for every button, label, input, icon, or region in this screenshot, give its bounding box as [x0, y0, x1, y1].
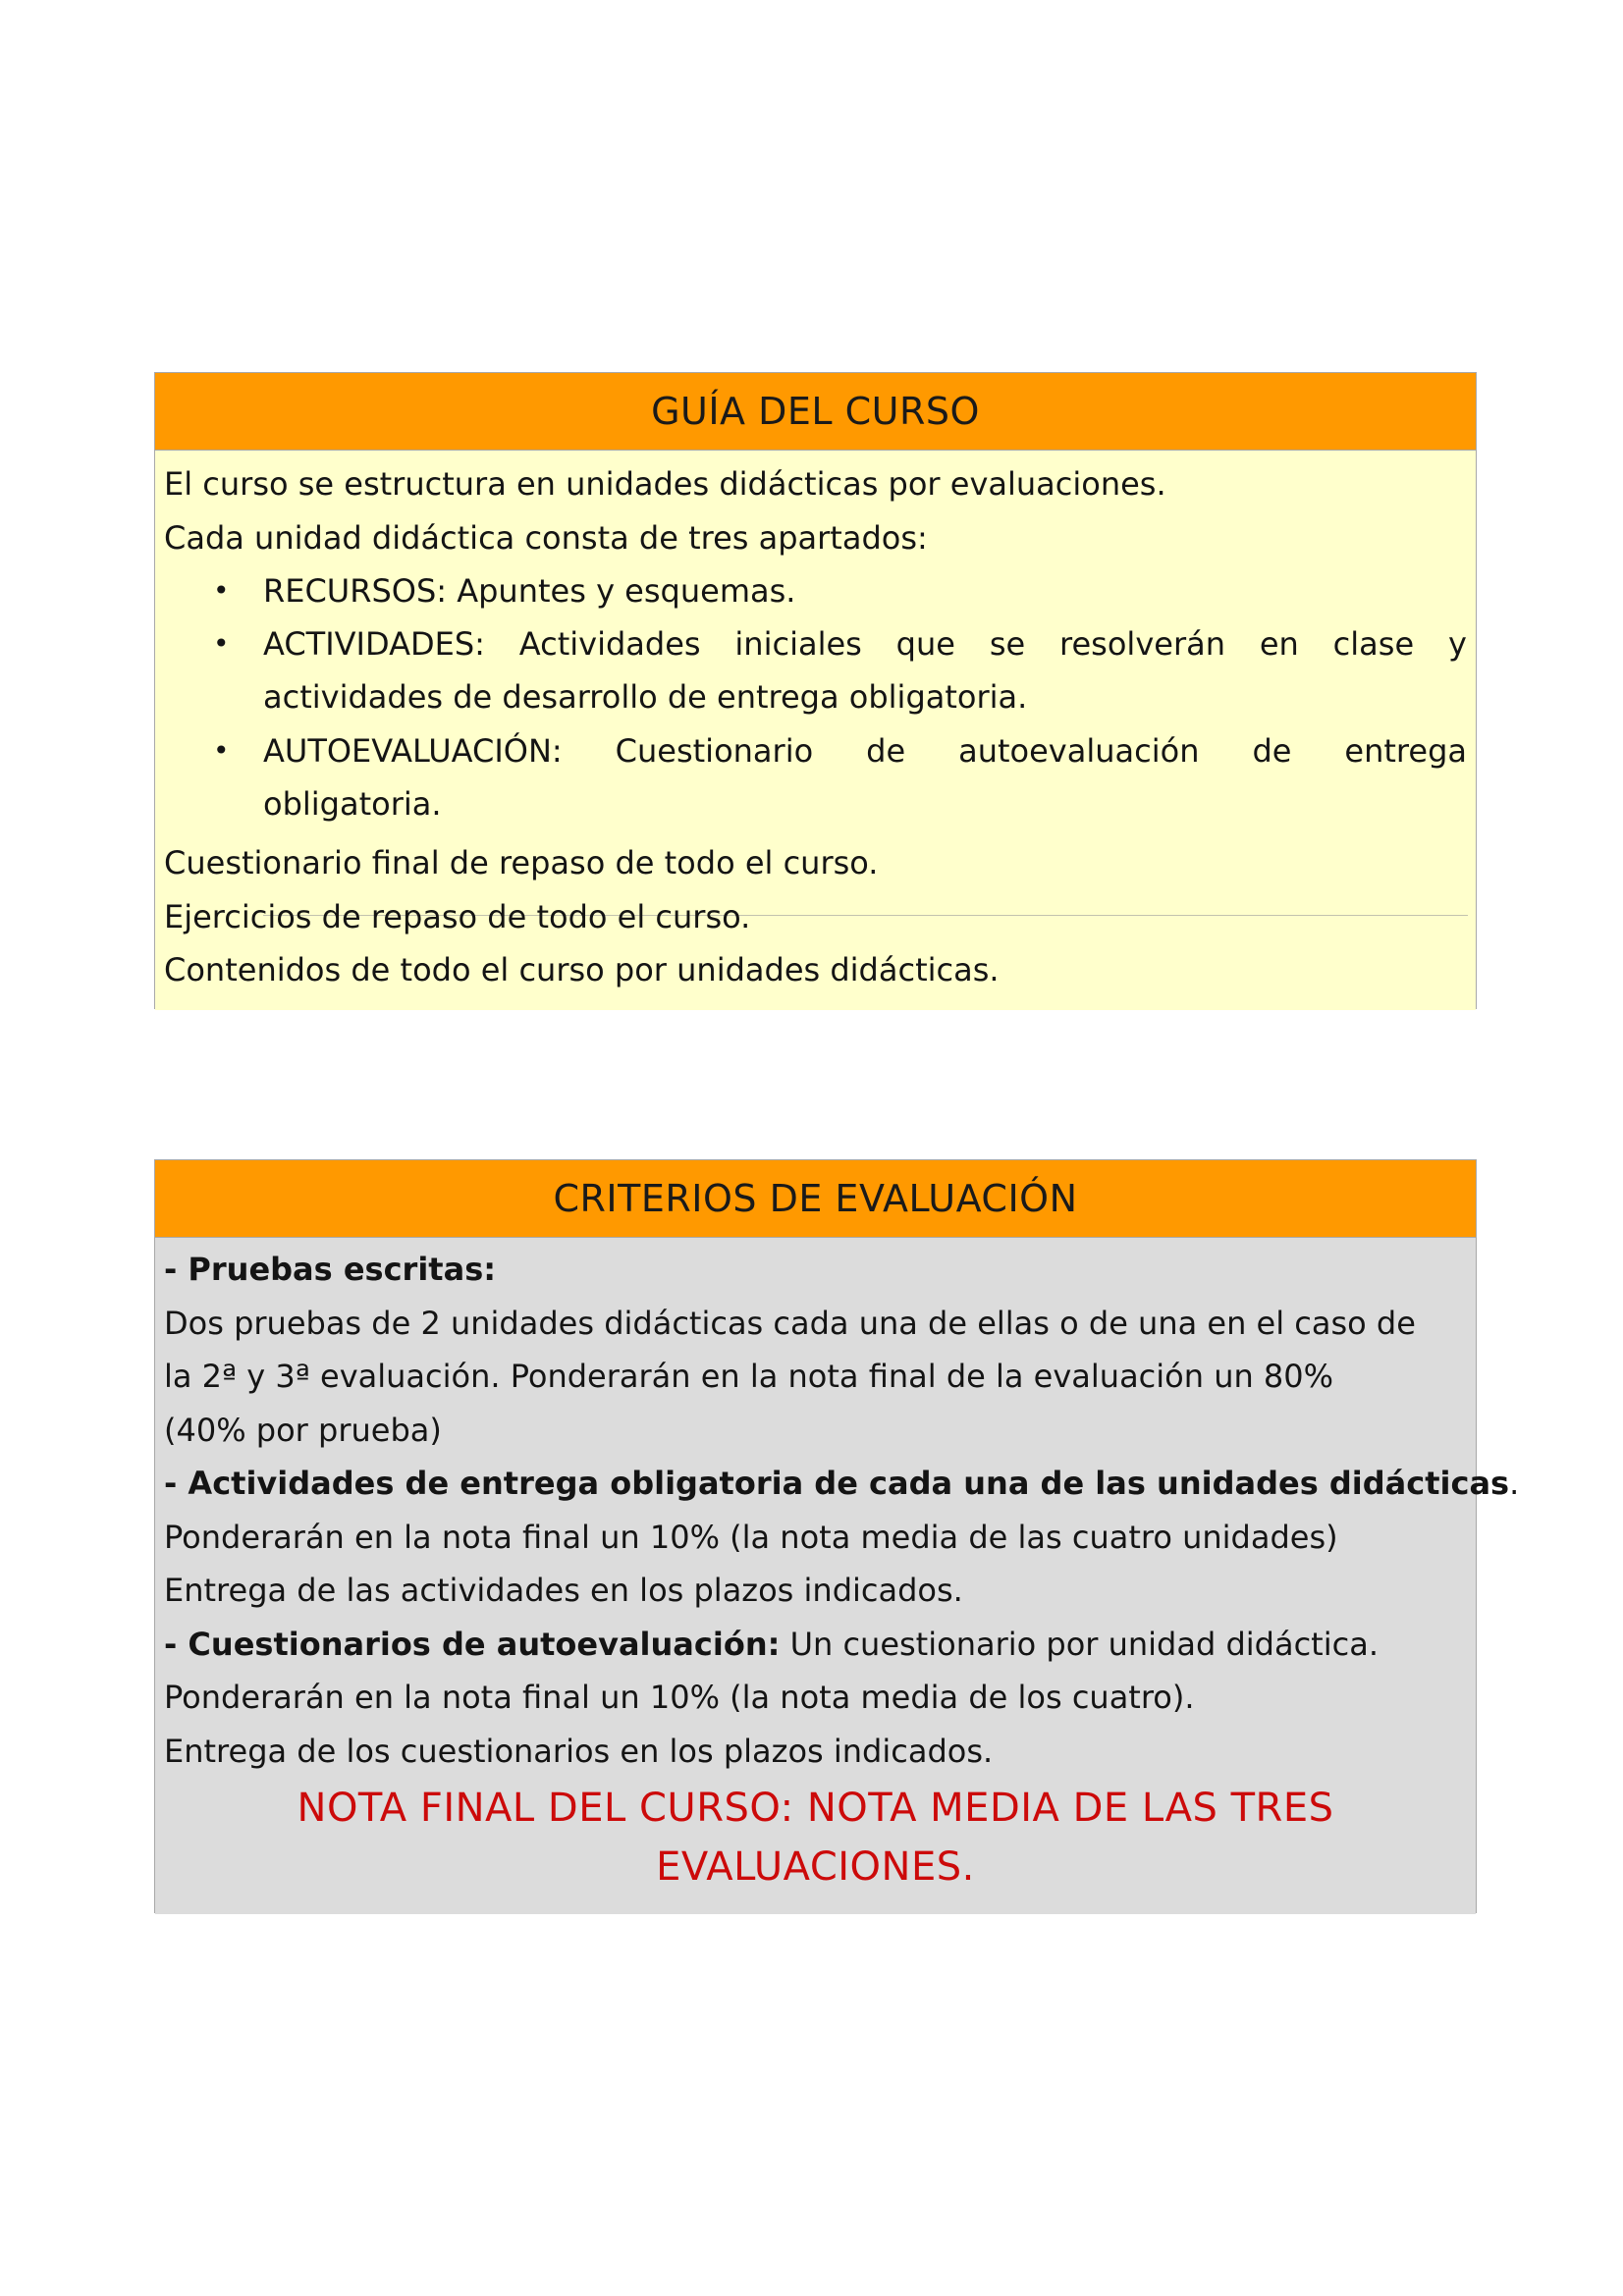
bullet-word: de — [1252, 732, 1292, 770]
guide-closing-line: Contenidos de todo el curso por unidades didácticas. — [164, 951, 1000, 988]
final-note-line: NOTA FINAL DEL CURSO: NOTA MEDIA DE LAS TRES — [297, 1786, 1334, 1831]
evaluation-criteria-panel — [154, 1159, 1520, 1913]
guide-intro-line: Cada unidad didáctica consta de tres apartados: — [164, 519, 928, 557]
cuestionarios-heading-line — [164, 1625, 1467, 1664]
bullet-icon: • — [213, 627, 230, 660]
bullet-item-autoevaluacion — [263, 731, 1467, 771]
cuestionarios-heading: - Cuestionarios de autoevaluación: — [164, 1626, 781, 1663]
bullet-word: que — [895, 625, 955, 663]
guide-intro-line: El curso se estructura en unidades didácticas por evaluaciones. — [164, 465, 1166, 503]
pruebas-heading: - Pruebas escritas: — [164, 1251, 497, 1288]
course-guide-title: GUÍA DEL CURSO — [155, 373, 1476, 451]
bullet-word: Cuestionario — [615, 732, 814, 770]
pruebas-text-line: la 2ª y 3ª evaluación. Ponderarán en la nota final de la evaluación un 80% — [164, 1358, 1334, 1395]
bullet-word: resolverán — [1059, 625, 1225, 663]
guide-closing-line: Ejercicios de repaso de todo el curso. — [164, 898, 751, 935]
bullet-word: iniciales — [734, 625, 862, 663]
bullet-label: ACTIVIDADES: — [263, 625, 485, 663]
cuestionarios-inline-text: Un cuestionario por unidad didáctica. — [789, 1626, 1379, 1663]
actividades-text-line: Entrega de las actividades en los plazos indicados. — [164, 1572, 963, 1609]
guide-closing-line: Cuestionario final de repaso de todo el curso. — [164, 844, 879, 881]
bullet-item-actividades — [263, 624, 1467, 664]
bullet-continuation: obligatoria. — [263, 785, 442, 823]
bullet-label: RECURSOS: — [263, 572, 448, 610]
course-guide-panel — [154, 372, 1477, 1009]
bullet-word: entrega — [1344, 732, 1467, 770]
cuestionarios-text-line: Ponderarán en la nota final un 10% (la nota media de los cuatro). — [164, 1679, 1195, 1716]
cuestionarios-text-line: Entrega de los cuestionarios en los plazos indicados. — [164, 1733, 994, 1770]
final-note-line: EVALUACIONES. — [656, 1844, 975, 1890]
bullet-icon: • — [213, 574, 230, 607]
bullet-icon: • — [213, 734, 230, 767]
evaluation-criteria-title: CRITERIOS DE EVALUACIÓN — [155, 1160, 1476, 1238]
pruebas-text-line: (40% por prueba) — [164, 1412, 442, 1449]
bullet-word: clase — [1332, 625, 1415, 663]
actividades-heading-line — [164, 1464, 1520, 1503]
bullet-text: Apuntes y esquemas. — [457, 572, 796, 610]
bullet-continuation: actividades de desarrollo de entrega obligatoria. — [263, 678, 1028, 716]
bullet-item-recursos — [263, 571, 1467, 611]
bullet-word: en — [1259, 625, 1299, 663]
actividades-heading: - Actividades de entrega obligatoria de cada una de las unidades didácticas — [164, 1465, 1510, 1502]
course-guide-body — [155, 451, 1476, 1010]
actividades-text-line: Ponderarán en la nota final un 10% (la nota media de las cuatro unidades) — [164, 1519, 1338, 1556]
bullet-word: se — [989, 625, 1026, 663]
bullet-word: y — [1447, 625, 1467, 663]
bullet-word: autoevaluación — [958, 732, 1200, 770]
pruebas-text-line: Dos pruebas de 2 unidades didácticas cada una de ellas o de una en el caso de — [164, 1305, 1416, 1342]
bullet-label: AUTOEVALUACIÓN: — [263, 732, 563, 770]
evaluation-criteria-body — [155, 1238, 1520, 1914]
bullet-word: Actividades — [518, 625, 701, 663]
actividades-heading-end: . — [1509, 1465, 1520, 1502]
bullet-word: de — [866, 732, 906, 770]
